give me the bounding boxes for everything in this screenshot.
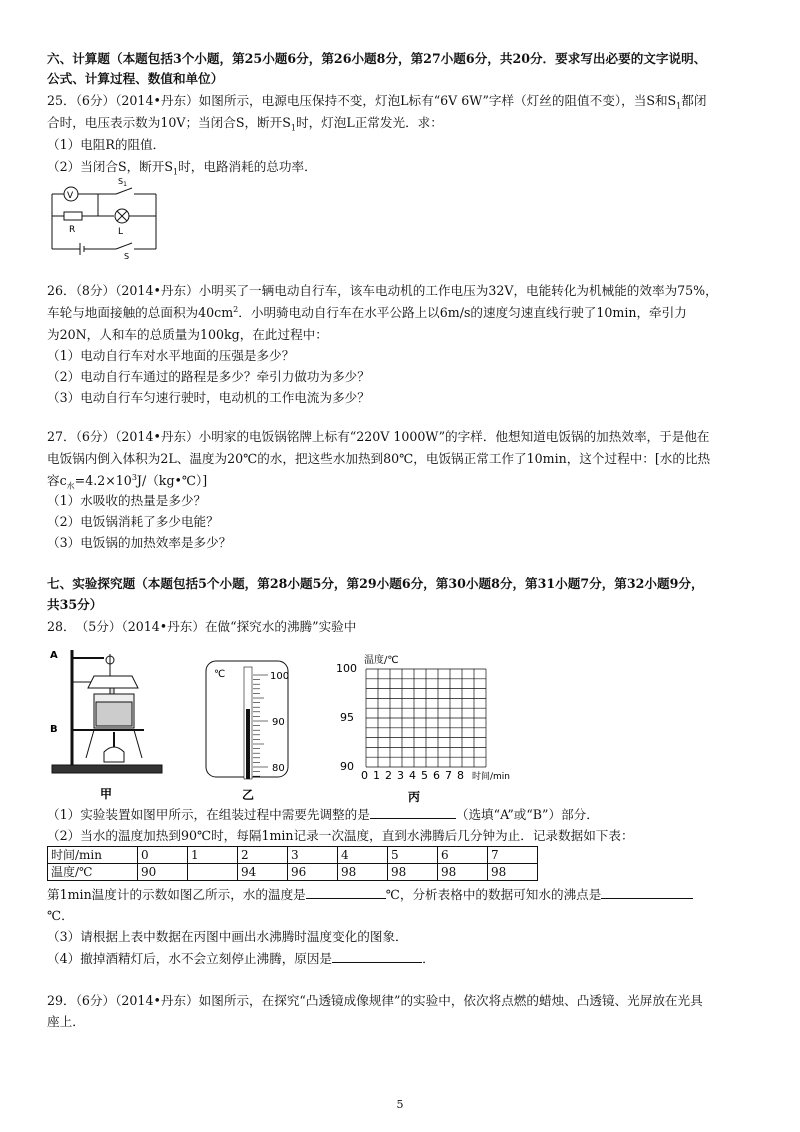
label-b: B bbox=[50, 724, 58, 735]
q27-part1: （1）水吸收的热量是多少？ bbox=[47, 493, 207, 508]
switch-s-label: S bbox=[124, 252, 130, 260]
ytick-100: 100 bbox=[336, 662, 357, 675]
temperature-table bbox=[47, 846, 538, 881]
xtick-label: 2 bbox=[385, 769, 392, 782]
section6-heading-line1: 六、计算题（本题包括3个小题，第25小题6分，第26小题8分，第27小题6分，共20分．要求写出必要的文字说明、 bbox=[47, 51, 707, 66]
table-cell: 1 bbox=[188, 847, 238, 864]
table-cell: 98 bbox=[438, 864, 488, 881]
q29-line1: 29．（6分）（2014•丹东）如图所示，在探究“凸透镜成像规律”的实验中，依次将点燃的蜡烛、凸透镜、光屏放在光具 bbox=[47, 993, 703, 1008]
xtick-label: 8 bbox=[457, 769, 464, 782]
answer-blank-2[interactable] bbox=[306, 886, 386, 899]
q27-part3: （3）电饭锅的加热效率是多少？ bbox=[47, 535, 232, 550]
table-cell: 2 bbox=[238, 847, 288, 864]
thermometer-figure bbox=[198, 655, 298, 805]
table-cell: 98 bbox=[388, 864, 438, 881]
table-label-time: 时间/min bbox=[48, 847, 138, 864]
table-cell: 6 bbox=[438, 847, 488, 864]
grid-xlabel: 时间/min bbox=[472, 772, 511, 782]
q28-part4: （4）撤掉酒精灯后，水不会立刻停止沸腾，原因是 ． bbox=[47, 951, 435, 966]
xtick-label: 4 bbox=[409, 769, 416, 782]
ytick-95: 95 bbox=[340, 711, 354, 724]
answer-blank-3[interactable] bbox=[601, 886, 693, 899]
xtick-label: 3 bbox=[397, 769, 404, 782]
table-cell: 7 bbox=[488, 847, 538, 864]
apparatus-figure bbox=[44, 640, 184, 800]
grid-ylabel: 温度/℃ bbox=[364, 655, 399, 666]
q28-part2: （2）当水的温度加热到90℃时，每隔1min记录一次温度，直到水沸腾后几分钟为止．记录数据如下表： bbox=[47, 828, 634, 843]
table-cell: 4 bbox=[338, 847, 388, 864]
q25-circuit-diagram bbox=[44, 174, 170, 260]
tick-90: 90 bbox=[272, 717, 285, 728]
tick-100: 100 bbox=[270, 671, 290, 682]
label-a: A bbox=[50, 650, 58, 661]
answer-blank-4[interactable] bbox=[332, 950, 422, 963]
q26-part2: （2）电动自行车通过的路程是多少？牵引力做功为多少？ bbox=[47, 369, 370, 384]
table-cell: 98 bbox=[488, 864, 538, 881]
q27-line2: 电饭锅内倒入体积为2L、温度为20℃的水，把这些水加热到80℃，电饭锅正常工作了10min，这个过程中：[水的比热 bbox=[47, 451, 711, 466]
xtick-label: 6 bbox=[433, 769, 440, 782]
q25-part1: （1）电阻R的阻值． bbox=[47, 137, 166, 152]
table-cell: 3 bbox=[288, 847, 338, 864]
q26-part1: （1）电动自行车对水平地面的压强是多少？ bbox=[47, 348, 295, 363]
table-cell: 94 bbox=[238, 864, 288, 881]
figure-yi-label: 乙 bbox=[242, 788, 255, 802]
table-row-temp bbox=[48, 864, 538, 881]
table-cell: 90 bbox=[138, 864, 188, 881]
switch-s1-label: $S_1$ bbox=[118, 177, 127, 188]
q25-line2: 合时，电压表示数为10V；当闭合S，断开$S_1$时，灯泡L正常发光．求： bbox=[47, 115, 443, 133]
q28-part3: （3）请根据上表中数据在丙图中画出水沸腾时温度变化的图象． bbox=[47, 929, 408, 944]
q25-part2: （2）当闭合S，断开$S_1$时，电路消耗的总功率． bbox=[47, 159, 317, 177]
q27-line3: 容$c_水=4.2\times 10^3J/(kg•℃)$] bbox=[47, 472, 208, 491]
grid-figure bbox=[330, 645, 560, 805]
tick-80: 80 bbox=[272, 763, 285, 774]
table-cell: 98 bbox=[338, 864, 388, 881]
q26-line1: 26．（8分）（2014•丹东）小明买了一辆电动自行车，该车电动机的工作电压为32V，电能转化为机械能的效率为75%， bbox=[47, 283, 718, 298]
q28-title: 28． （5分）（2014•丹东）在做“探究水的沸腾”实验中 bbox=[47, 619, 357, 634]
section7-heading-line1: 七、实验探究题（本题包括5个小题，第28小题5分，第29小题6分，第30小题8分，第31小题7分，第32小题9分， bbox=[47, 576, 704, 591]
resistor-label: R bbox=[69, 225, 76, 235]
lamp-label: L bbox=[118, 227, 124, 237]
q28-part2-continued: 第1min温度计的示数如图乙所示，水的温度是 ℃，分析表格中的数据可知水的沸点是 bbox=[47, 886, 693, 904]
q28-part2-unit: ℃． bbox=[47, 908, 74, 923]
q28-part1: （1）实验装置如图甲所示，在组装过程中需要先调整的是 （选填“A”或“B”）部分． bbox=[47, 807, 599, 822]
xtick-label: 7 bbox=[445, 769, 452, 782]
table-cell: 96 bbox=[288, 864, 338, 881]
q29-line2: 座上． bbox=[47, 1014, 85, 1029]
figure-bing-label: 丙 bbox=[408, 790, 421, 804]
answer-blank-1[interactable] bbox=[370, 806, 456, 819]
q26-line3: 为20N，人和车的总质量为100kg，在此过程中： bbox=[47, 327, 328, 342]
voltmeter-label: V bbox=[67, 191, 74, 201]
table-label-temp: 温度/℃ bbox=[48, 864, 138, 881]
section7-heading-line2: 共35分） bbox=[47, 597, 103, 612]
thermometer-unit: ℃ bbox=[214, 669, 226, 680]
q26-part3: （3）电动自行车匀速行驶时，电动机的工作电流为多少？ bbox=[47, 390, 370, 405]
table-cell-blank[interactable] bbox=[188, 864, 238, 881]
q26-line2: 车轮与地面接触的总面积为$40cm^2$．小明骑电动自行车在水平公路上以6m/s的速度匀速直线行驶了10min，牵引力 bbox=[47, 304, 687, 320]
table-cell: 5 bbox=[388, 847, 438, 864]
q27-part2: （2）电饭锅消耗了多少电能？ bbox=[47, 514, 219, 529]
xtick-label: 5 bbox=[421, 769, 428, 782]
q27-line1: 27．（6分）（2014•丹东）小明家的电饭锅铭牌上标有“220V 1000W”的字样．他想知道电饭锅的加热效率，于是他在 bbox=[47, 429, 710, 444]
ytick-90: 90 bbox=[340, 760, 354, 773]
page-number: 5 bbox=[396, 1098, 404, 1111]
q25-line1: 25．（6分）（2014•丹东）如图所示，电源电压保持不变，灯泡L标有“6V 6W”字样（灯丝的阻值不变），当S和$S_1$都闭 bbox=[47, 93, 707, 111]
figure-jia-label: 甲 bbox=[100, 787, 113, 800]
xtick-label: 1 bbox=[373, 769, 380, 782]
table-cell: 0 bbox=[138, 847, 188, 864]
table-row-time bbox=[48, 847, 538, 864]
xtick-label: 0 bbox=[361, 769, 368, 782]
section6-heading-line2: 公式、计算过程、数值和单位） bbox=[47, 71, 224, 86]
